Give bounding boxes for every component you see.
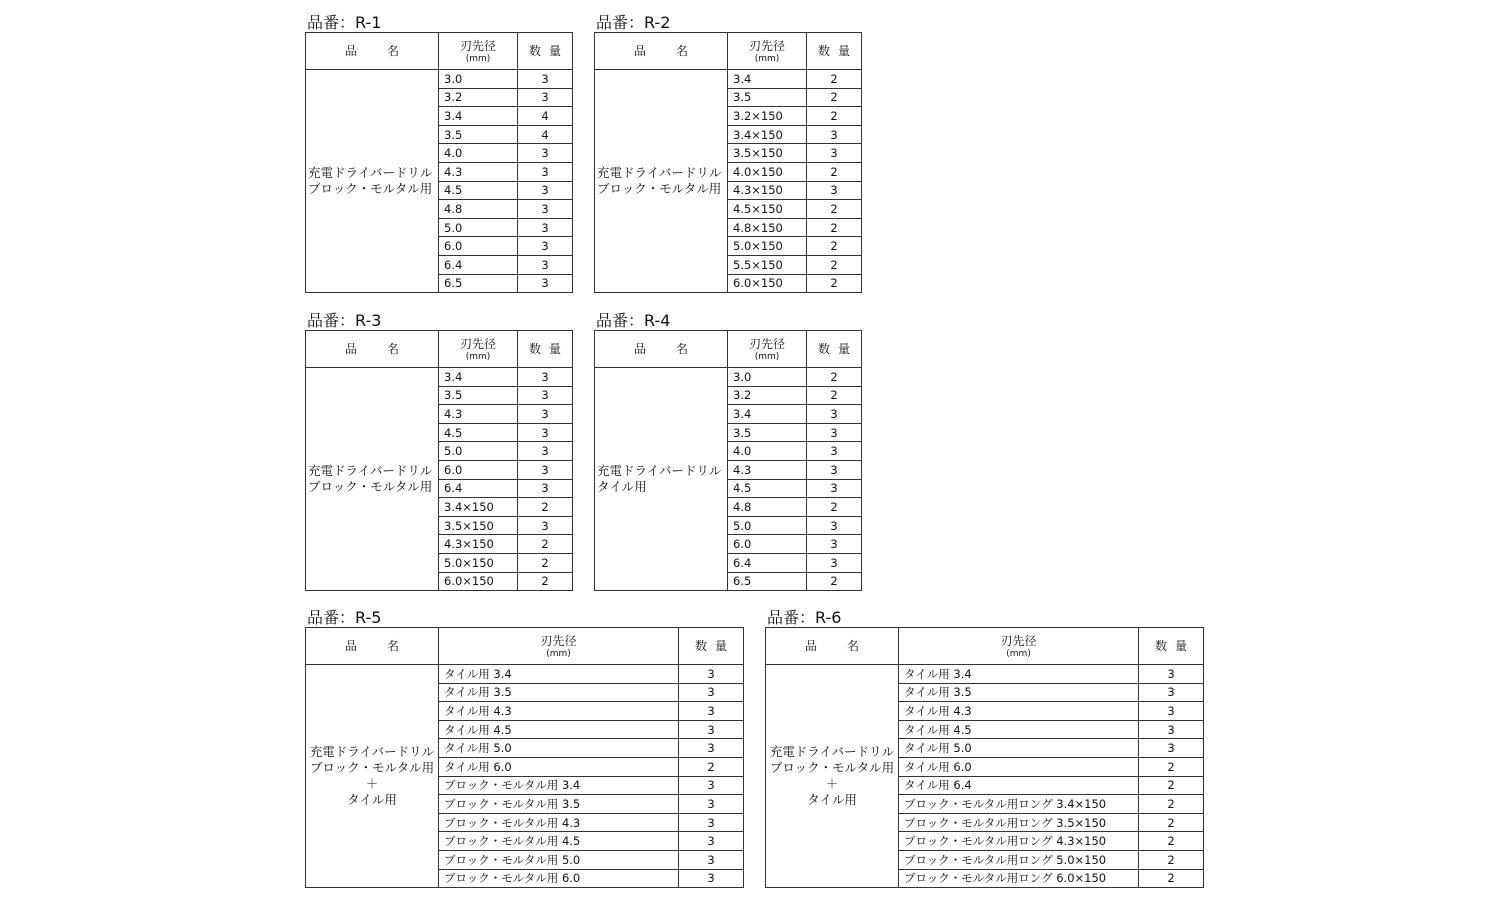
quantity-cell: 2 [1139, 850, 1204, 869]
diameter-cell: 4.5 [728, 479, 807, 498]
set-title: 品番：R-6 [767, 608, 842, 627]
quantity-cell: 3 [807, 516, 862, 535]
diameter-cell: 4.0×150 [728, 162, 807, 181]
diameter-cell: 6.5 [439, 274, 518, 293]
quantity-cell: 3 [518, 144, 573, 163]
quantity-cell: 3 [807, 125, 862, 144]
product-name-line: 充電ドライバードリル [308, 463, 433, 479]
diameter-cell: 6.4 [439, 255, 518, 274]
diameter-cell: 3.2×150 [728, 107, 807, 126]
diameter-cell: 3.5×150 [728, 144, 807, 163]
quantity-cell: 2 [807, 70, 862, 89]
quantity-cell: 2 [807, 498, 862, 517]
product-name-line: 充電ドライバードリル [597, 165, 722, 181]
diameter-cell: タイル用 6.0 [899, 757, 1139, 776]
header-diameter-unit: (mm) [754, 54, 780, 64]
quantity-cell: 2 [1139, 813, 1204, 832]
quantity-cell: 3 [807, 442, 862, 461]
quantity-cell: 2 [807, 88, 862, 107]
product-name-line: 充電ドライバードリル [308, 165, 433, 181]
header-name: 品名 [306, 331, 439, 368]
header-quantity: 数量 [807, 33, 862, 70]
quantity-cell: 3 [679, 776, 744, 795]
quantity-cell: 2 [807, 200, 862, 219]
quantity-cell: 3 [518, 516, 573, 535]
set-table [594, 330, 862, 591]
quantity-cell: 2 [807, 107, 862, 126]
quantity-cell: 3 [1139, 739, 1204, 758]
header-row [306, 331, 573, 368]
quantity-cell: 2 [1139, 832, 1204, 851]
quantity-cell: 3 [679, 813, 744, 832]
set-table [594, 32, 862, 293]
diameter-cell: 3.2 [728, 386, 807, 405]
quantity-cell: 2 [807, 218, 862, 237]
diameter-cell: タイル用 4.5 [899, 720, 1139, 739]
product-name [595, 70, 728, 293]
quantity-cell: 3 [807, 460, 862, 479]
diameter-cell: 3.4×150 [728, 125, 807, 144]
diameter-cell: 4.8 [728, 498, 807, 517]
quantity-cell: 3 [679, 702, 744, 721]
diameter-cell: 5.5×150 [728, 255, 807, 274]
quantity-cell: 2 [518, 553, 573, 572]
diameter-cell: 4.0 [439, 144, 518, 163]
header-row [766, 628, 1204, 665]
quantity-cell: 2 [518, 535, 573, 554]
header-diameter-label: 刃先径 [459, 39, 496, 53]
header-name: 品名 [766, 628, 899, 665]
quantity-cell: 2 [807, 274, 862, 293]
diameter-cell: 6.5 [728, 572, 807, 591]
header-diameter [728, 331, 807, 368]
diameter-cell: 3.4 [728, 405, 807, 424]
product-name [595, 368, 728, 591]
set-table [305, 330, 573, 591]
header-diameter-label: 刃先径 [540, 634, 577, 648]
diameter-cell: 5.0 [728, 516, 807, 535]
product-name-line: タイル用 [347, 792, 397, 808]
header-diameter-label: 刃先径 [748, 337, 785, 351]
diameter-cell: タイル用 4.3 [439, 702, 679, 721]
diameter-cell: 6.4 [439, 479, 518, 498]
diameter-cell: 4.3 [439, 405, 518, 424]
diameter-cell: 4.8 [439, 200, 518, 219]
diameter-cell: 4.3×150 [728, 181, 807, 200]
header-row [595, 33, 862, 70]
diameter-cell: 3.5 [728, 88, 807, 107]
quantity-cell: 3 [518, 218, 573, 237]
diameter-cell: 3.5 [439, 125, 518, 144]
diameter-cell: 3.4×150 [439, 498, 518, 517]
header-diameter-label: 刃先径 [748, 39, 785, 53]
quantity-cell: 3 [518, 70, 573, 89]
table-row [766, 665, 1204, 684]
diameter-cell: タイル用 6.4 [899, 776, 1139, 795]
header-diameter-unit: (mm) [465, 54, 491, 64]
diameter-cell: タイル用 3.4 [439, 665, 679, 684]
quantity-cell: 2 [1139, 776, 1204, 795]
quantity-cell: 3 [518, 181, 573, 200]
header-quantity: 数量 [1139, 628, 1204, 665]
quantity-cell: 3 [807, 553, 862, 572]
diameter-cell: 5.0 [439, 442, 518, 461]
diameter-cell: 3.4 [728, 70, 807, 89]
diameter-cell: 4.8×150 [728, 218, 807, 237]
quantity-cell: 3 [518, 237, 573, 256]
quantity-cell: 2 [1139, 869, 1204, 888]
quantity-cell: 3 [1139, 665, 1204, 684]
quantity-cell: 3 [807, 181, 862, 200]
quantity-cell: 3 [518, 405, 573, 424]
quantity-cell: 4 [518, 125, 573, 144]
header-diameter [439, 628, 679, 665]
header-diameter [728, 33, 807, 70]
quantity-cell: 3 [807, 479, 862, 498]
quantity-cell: 3 [807, 423, 862, 442]
quantity-cell: 3 [679, 850, 744, 869]
diameter-cell: 3.0 [728, 368, 807, 387]
quantity-cell: 3 [518, 162, 573, 181]
quantity-cell: 3 [518, 460, 573, 479]
header-row [595, 331, 862, 368]
quantity-cell: 3 [1139, 683, 1204, 702]
diameter-cell: タイル用 5.0 [439, 739, 679, 758]
set-table [305, 32, 573, 293]
header-diameter [439, 331, 518, 368]
diameter-cell: ブロック・モルタル用ロング 6.0×150 [899, 869, 1139, 888]
quantity-cell: 3 [679, 869, 744, 888]
quantity-cell: 3 [807, 144, 862, 163]
diameter-cell: タイル用 3.5 [899, 683, 1139, 702]
quantity-cell: 4 [518, 107, 573, 126]
diameter-cell: 3.2 [439, 88, 518, 107]
product-name [766, 665, 899, 888]
quantity-cell: 3 [518, 274, 573, 293]
product-name-line: ＋ [365, 776, 379, 792]
header-diameter [899, 628, 1139, 665]
diameter-cell: 4.3 [439, 162, 518, 181]
set-title: 品番：R-2 [596, 13, 671, 32]
quantity-cell: 2 [807, 368, 862, 387]
diameter-cell: 3.5 [728, 423, 807, 442]
diameter-cell: 6.0×150 [728, 274, 807, 293]
product-name-line: ブロック・モルタル用 [309, 760, 435, 776]
table-row [306, 665, 744, 684]
diameter-cell: 6.0 [439, 237, 518, 256]
product-name-line: 充電ドライバードリル [769, 744, 895, 760]
product-name [306, 368, 439, 591]
diameter-cell: ブロック・モルタル用ロング 4.3×150 [899, 832, 1139, 851]
quantity-cell: 3 [679, 795, 744, 814]
header-row [306, 628, 744, 665]
header-diameter-label: 刃先径 [459, 337, 496, 351]
header-quantity: 数量 [807, 331, 862, 368]
header-diameter-label: 刃先径 [1000, 634, 1037, 648]
header-diameter-unit: (mm) [546, 649, 571, 659]
quantity-cell: 2 [1139, 757, 1204, 776]
table-row [306, 70, 573, 89]
header-diameter-unit: (mm) [1006, 649, 1031, 659]
diameter-cell: タイル用 4.3 [899, 702, 1139, 721]
quantity-cell: 2 [679, 757, 744, 776]
quantity-cell: 2 [518, 572, 573, 591]
header-name: 品名 [595, 33, 728, 70]
diameter-cell: 3.5×150 [439, 516, 518, 535]
quantity-cell: 3 [679, 665, 744, 684]
quantity-cell: 3 [518, 368, 573, 387]
diameter-cell: 3.0 [439, 70, 518, 89]
header-name: 品名 [306, 628, 439, 665]
diameter-cell: 4.0 [728, 442, 807, 461]
diameter-cell: 3.5 [439, 386, 518, 405]
product-name [306, 70, 439, 293]
header-diameter-unit: (mm) [754, 352, 780, 362]
quantity-cell: 3 [518, 88, 573, 107]
product-name-line: ブロック・モルタル用 [308, 479, 433, 495]
diameter-cell: ブロック・モルタル用 6.0 [439, 869, 679, 888]
diameter-cell: タイル用 3.5 [439, 683, 679, 702]
diameter-cell: 3.4 [439, 107, 518, 126]
product-name [306, 665, 439, 888]
header-row [306, 33, 573, 70]
quantity-cell: 3 [679, 720, 744, 739]
header-name: 品名 [306, 33, 439, 70]
diameter-cell: 4.3×150 [439, 535, 518, 554]
set-table [765, 627, 1204, 888]
header-quantity: 数量 [518, 33, 573, 70]
set-table [305, 627, 744, 888]
diameter-cell: ブロック・モルタル用ロング 3.4×150 [899, 795, 1139, 814]
quantity-cell: 2 [807, 162, 862, 181]
product-name-line: 充電ドライバードリル [597, 463, 722, 479]
quantity-cell: 2 [807, 237, 862, 256]
quantity-cell: 2 [807, 386, 862, 405]
diameter-cell: 5.0×150 [728, 237, 807, 256]
diameter-cell: 4.5 [439, 423, 518, 442]
set-title: 品番：R-3 [307, 311, 382, 330]
header-name: 品名 [595, 331, 728, 368]
diameter-cell: 5.0 [439, 218, 518, 237]
diameter-cell: 6.0×150 [439, 572, 518, 591]
diameter-cell: 3.4 [439, 368, 518, 387]
quantity-cell: 3 [518, 200, 573, 219]
product-name-line: タイル用 [807, 792, 857, 808]
quantity-cell: 2 [518, 498, 573, 517]
quantity-cell: 2 [807, 255, 862, 274]
quantity-cell: 3 [1139, 720, 1204, 739]
quantity-cell: 3 [518, 479, 573, 498]
quantity-cell: 3 [679, 739, 744, 758]
diameter-cell: 6.0 [439, 460, 518, 479]
diameter-cell: 5.0×150 [439, 553, 518, 572]
table-row [595, 368, 862, 387]
product-name-line: タイル用 [597, 479, 647, 495]
set-title: 品番：R-4 [596, 311, 671, 330]
quantity-cell: 3 [518, 442, 573, 461]
product-name-line: ブロック・モルタル用 [597, 181, 722, 197]
quantity-cell: 3 [807, 535, 862, 554]
diameter-cell: ブロック・モルタル用 3.5 [439, 795, 679, 814]
diameter-cell: ブロック・モルタル用 5.0 [439, 850, 679, 869]
header-quantity: 数量 [679, 628, 744, 665]
diameter-cell: ブロック・モルタル用 3.4 [439, 776, 679, 795]
quantity-cell: 3 [807, 405, 862, 424]
set-title: 品番：R-1 [307, 13, 382, 32]
diameter-cell: タイル用 4.5 [439, 720, 679, 739]
diameter-cell: 6.4 [728, 553, 807, 572]
table-row [595, 70, 862, 89]
quantity-cell: 3 [679, 832, 744, 851]
header-diameter [439, 33, 518, 70]
diameter-cell: タイル用 3.4 [899, 665, 1139, 684]
set-title: 品番：R-5 [307, 608, 382, 627]
diameter-cell: 4.3 [728, 460, 807, 479]
diameter-cell: 4.5×150 [728, 200, 807, 219]
product-name-line: 充電ドライバードリル [309, 744, 435, 760]
diameter-cell: タイル用 6.0 [439, 757, 679, 776]
diameter-cell: 4.5 [439, 181, 518, 200]
diameter-cell: ブロック・モルタル用 4.5 [439, 832, 679, 851]
header-diameter-unit: (mm) [465, 352, 491, 362]
diameter-cell: 6.0 [728, 535, 807, 554]
diameter-cell: タイル用 5.0 [899, 739, 1139, 758]
product-name-line: ブロック・モルタル用 [308, 181, 433, 197]
diameter-cell: ブロック・モルタル用ロング 5.0×150 [899, 850, 1139, 869]
table-row [306, 368, 573, 387]
header-quantity: 数量 [518, 331, 573, 368]
quantity-cell: 3 [518, 423, 573, 442]
quantity-cell: 2 [807, 572, 862, 591]
diameter-cell: ブロック・モルタル用 4.3 [439, 813, 679, 832]
quantity-cell: 3 [1139, 702, 1204, 721]
product-name-line: ブロック・モルタル用 [769, 760, 895, 776]
diameter-cell: ブロック・モルタル用ロング 3.5×150 [899, 813, 1139, 832]
product-name-line: ＋ [825, 776, 839, 792]
quantity-cell: 3 [518, 255, 573, 274]
quantity-cell: 2 [1139, 795, 1204, 814]
quantity-cell: 3 [679, 683, 744, 702]
quantity-cell: 3 [518, 386, 573, 405]
